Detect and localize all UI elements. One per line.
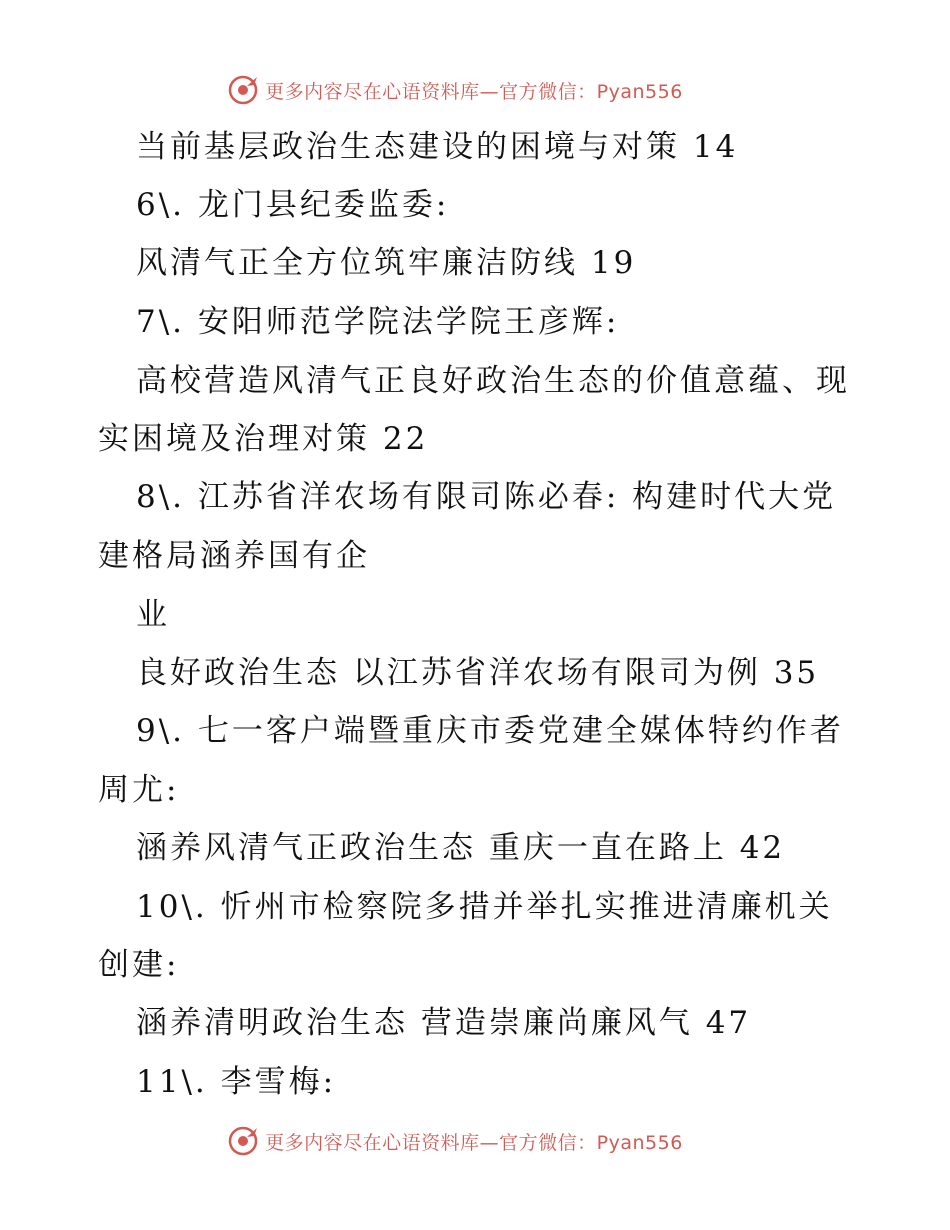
toc-line: 10\. 忻州市检察院多措并举扎实推进清廉机关 (136, 889, 833, 925)
toc-line: 良好政治生态 以江苏省洋农场有限司为例 35 (136, 655, 820, 691)
toc-line: 建格局涵养国有企 (98, 538, 370, 574)
footer-watermark (0, 1123, 950, 1159)
watermark-text: 更多内容尽在心语资料库—官方微信：Pyan556 (265, 1131, 683, 1154)
toc-line: 涵养清明政治生态 营造崇廉尚廉风气 47 (136, 1005, 752, 1041)
toc-line: 8\. 江苏省洋农场有限司陈必春: 构建时代大党 (136, 479, 837, 515)
toc-line: 风清气正全方位筑牢廉洁防线 19 (136, 245, 637, 281)
toc-line: 实困境及治理对策 22 (98, 421, 429, 457)
toc-line: 7\. 安阳师范学院法学院王彦辉: (136, 304, 620, 340)
watermark-text: 更多内容尽在心语资料库—官方微信：Pyan556 (265, 80, 683, 103)
toc-line: 6\. 龙门县纪委监委: (136, 187, 450, 223)
toc-line: 高校营造风清气正良好政治生态的价值意蕴、现 (136, 363, 850, 399)
header-watermark (0, 72, 950, 108)
toc-line: 11\. 李雪梅: (136, 1064, 337, 1100)
pen-logo-icon (227, 1125, 259, 1157)
toc-line: 业 (136, 597, 170, 633)
toc-line: 周尤: (98, 772, 180, 808)
toc-line: 当前基层政治生态建设的困境与对策 14 (136, 129, 739, 165)
toc-line: 涵养风清气正政治生态 重庆一直在路上 42 (136, 830, 786, 866)
toc-line: 创建: (98, 947, 180, 983)
pen-logo-icon (227, 74, 259, 106)
toc-line: 9\. 七一客户端暨重庆市委党建全媒体特约作者 (136, 713, 844, 749)
